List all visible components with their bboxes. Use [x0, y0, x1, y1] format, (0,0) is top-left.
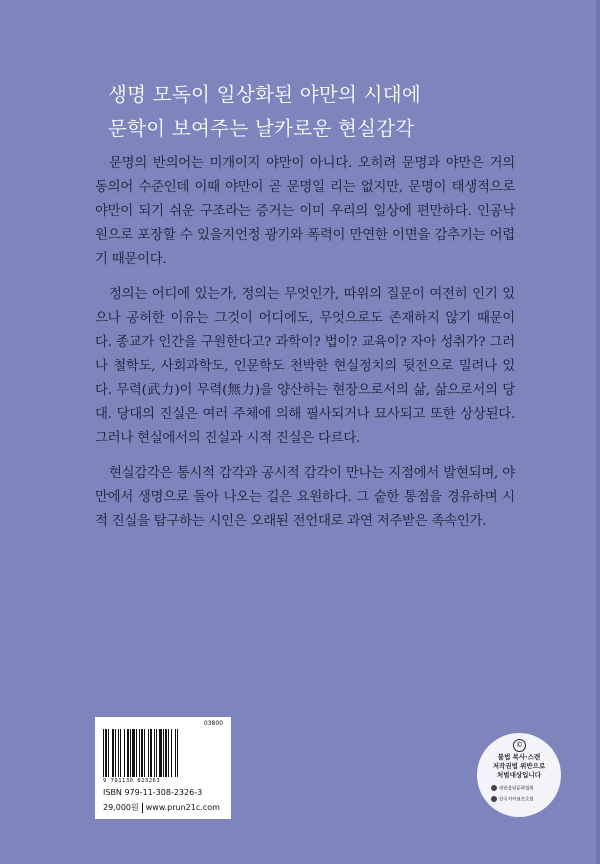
stamp-org-2-label: 한국저작권보호원	[499, 797, 534, 803]
publisher-url: www.prun21c.com	[145, 803, 220, 812]
isbn-barcode-box	[95, 717, 231, 819]
price-row	[103, 802, 223, 813]
copyright-icon: ©	[513, 739, 526, 752]
stamp-org-2	[491, 796, 534, 803]
divider	[142, 803, 143, 813]
copyright-warning-stamp	[477, 733, 561, 817]
blurb-paragraph-1: 문명의 반의어는 미개이지 야만이 아니다. 오히려 문명과 야만은 거의 동의어 수준인데 이때 야만이 곧 문명일 리는 없지만, 문명이 태생적으로 야만이 되기 쉬운 구조라는 증거는 이미 우리의 일상에 편만하다. 인공낙원으로 포장할 수 있을지언정 광기와 폭력이 만연한 이면을 감추기는 어렵기 때문이다.	[95, 156, 515, 267]
blurb-paragraph-3: 현실감각은 통시적 감각과 공시적 감각이 만나는 지점에서 발현되며, 야만에서 생명으로 돌아 나오는 길은 요원하다. 그 숱한 통점을 경유하며 시적 진실을 탐구하는 시인은 오래된 전언대로 과연 저주받은 족속인가.	[95, 466, 515, 529]
price: 29,000원	[103, 803, 139, 812]
headline-line-1: 생명 모독이 일상화된 야만의 시대에	[108, 83, 422, 106]
stamp-org-1-label: 대한출판문화협회	[499, 786, 534, 792]
stamp-line-1: 불법 복사·스캔	[497, 753, 541, 761]
barcode-space	[178, 729, 180, 777]
price-add-on-code: 03800	[203, 720, 223, 727]
headline	[108, 78, 548, 146]
org-logo-icon	[491, 785, 497, 791]
headline-line-2: 문학이 보여주는 날카로운 현실감각	[108, 117, 415, 140]
barcode-digits: 9 791130 823263	[103, 778, 161, 784]
stamp-line-2: 저작권법 위반으로	[492, 762, 546, 770]
blurb-paragraph-2: 정의는 어디에 있는가, 정의는 무엇인가, 따위의 질문이 여전히 인기 있으나 공허한 이유는 그것이 어디에도, 무엇으로도 존재하지 않기 때문이다. 종교가 인간을 구원한다고? 과학이? 법이? 교육이? 자아 성취가? 그러나 철학도, 사회과학도, 인문학도 천박한 현실정치의 뒷전으로 밀려나 있다. 무력(武力)이 무력(無力)을 양산하는 현장으로서의 삶, 삶으로서의 당대. 당대의 진실은 여러 주체에 의해 필사되거나 묘사되고 또한 상상된다. 그러나 현실에서의 진실과 시적 진실은 다르다.	[95, 287, 515, 446]
cover-edge	[596, 0, 600, 864]
blurb	[95, 152, 515, 545]
org-logo-icon	[491, 796, 497, 802]
stamp-line-3: 처벌대상입니다	[497, 771, 541, 779]
isbn-number: ISBN 979-11-308-2326-3	[103, 788, 203, 797]
barcode-bars	[103, 729, 223, 777]
stamp-org-1	[491, 785, 534, 792]
